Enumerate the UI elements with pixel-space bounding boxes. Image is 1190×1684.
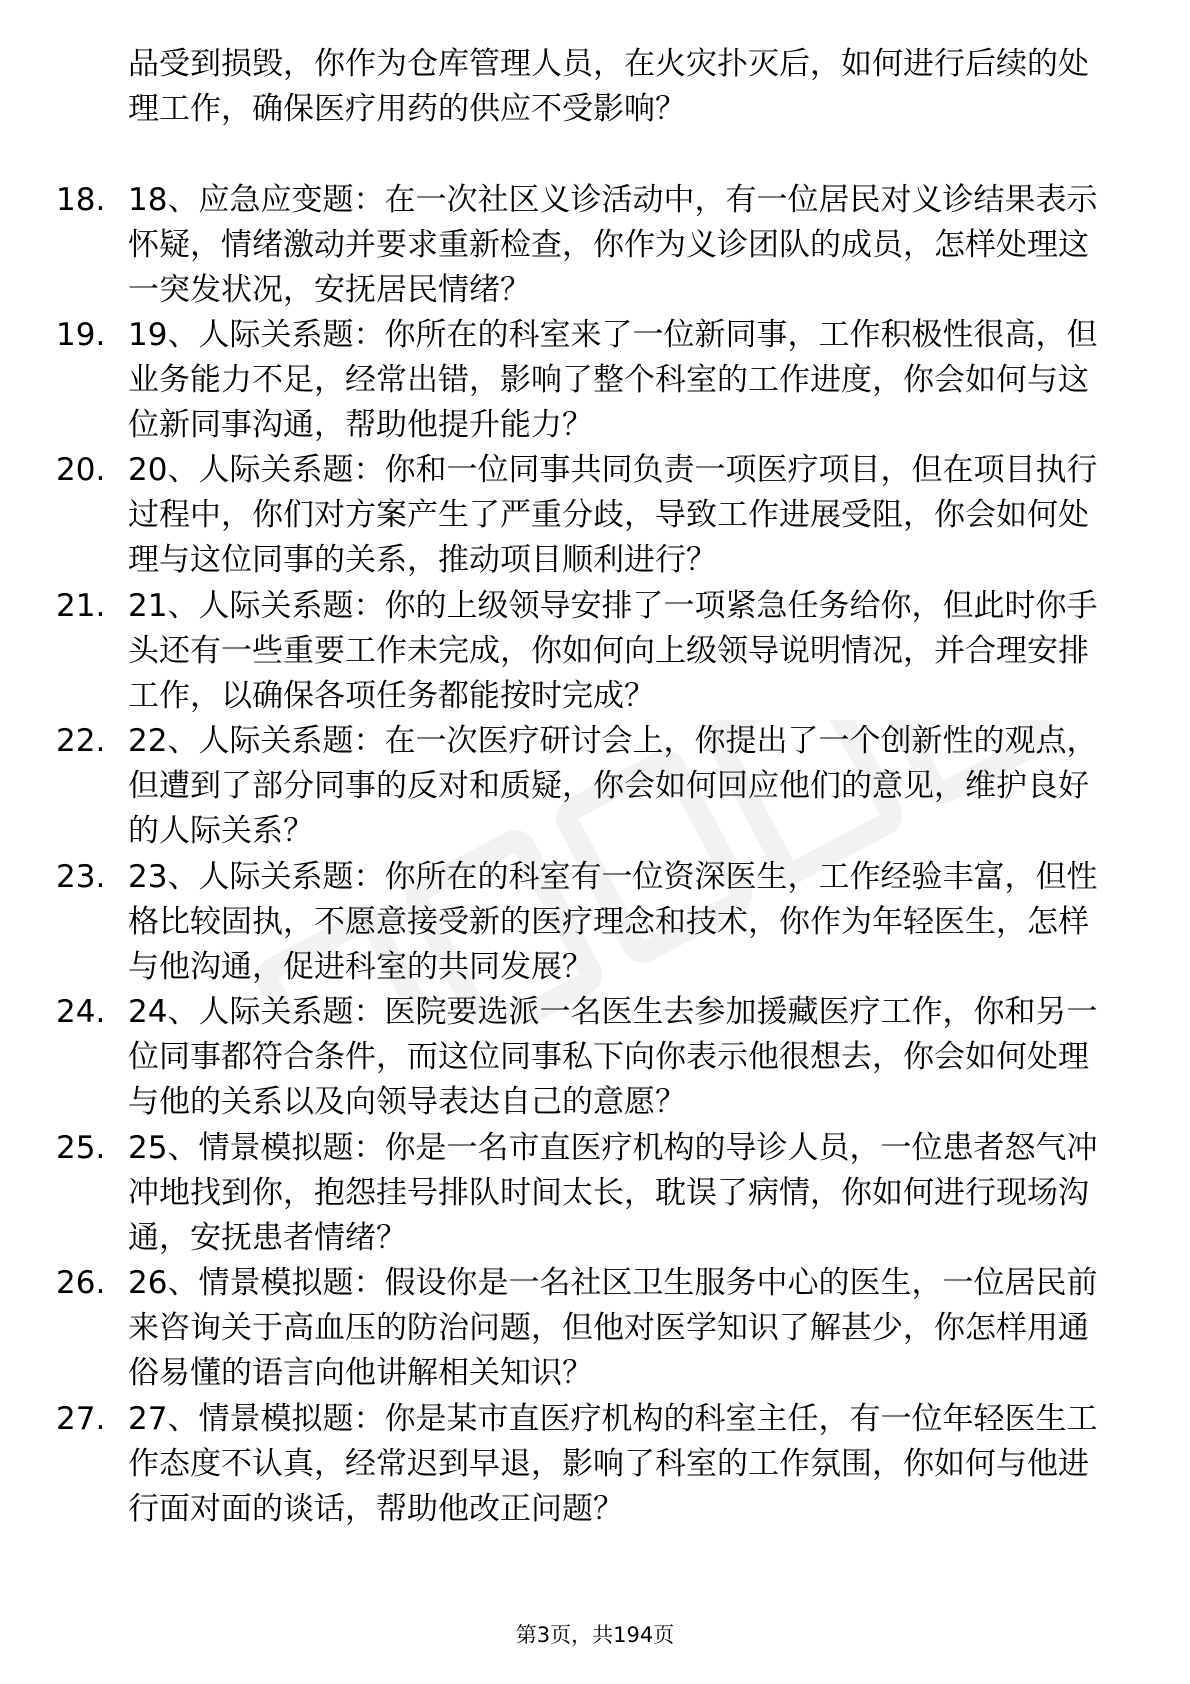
item-number: 24. xyxy=(56,994,106,1030)
item-text: 24、人际关系题：医院要选派一名医生去参加援藏医疗工作，你和另一位同事都符合条件，而这位同事私下向你表示他很想去，你会如何处理与他的关系以及向领导表达自己的意愿？ xyxy=(128,994,1098,1120)
item-text: 21、人际关系题：你的上级领导安排了一项紧急任务给你，但此时你手头还有一些重要工作未完成，你如何向上级领导说明情况，并合理安排工作，以确保各项任务都能按时完成？ xyxy=(128,588,1098,714)
item-number: 26. xyxy=(56,1265,106,1301)
item-text: 27、情景模拟题：你是某市直医疗机构的科室主任，有一位年轻医生工作态度不认真，经常迟到早退，影响了科室的工作氛围，你如何与他进行面对面的谈话，帮助他改正问题？ xyxy=(128,1401,1098,1527)
item-text: 20、人际关系题：你和一位同事共同负责一项医疗项目，但在项目执行过程中，你们对方案产生了严重分歧，导致工作进展受阻，你会如何处理与这位同事的关系，推动项目顺利进行？ xyxy=(128,452,1098,578)
item-text: 22、人际关系题：在一次医疗研讨会上，你提出了一个创新性的观点，但遭到了部分同事的反对和质疑，你会如何回应他们的意见，维护良好的人际关系？ xyxy=(128,723,1098,849)
page-number-footer: 第3页，共194页 xyxy=(515,1623,675,1647)
item-number: 21. xyxy=(56,588,106,624)
item-text: 26、情景模拟题：假设你是一名社区卫生服务中心的医生，一位居民前来咨询关于高血压的防治问题，但他对医学知识了解甚少，你怎样用通俗易懂的语言向他讲解相关知识？ xyxy=(128,1265,1098,1391)
item-number: 19. xyxy=(56,317,106,353)
item-number: 20. xyxy=(56,452,106,488)
item-text: 23、人际关系题：你所在的科室有一位资深医生，工作经验丰富，但性格比较固执，不愿意接受新的医疗理念和技术，你作为年轻医生，怎样与他沟通，促进科室的共同发展？ xyxy=(128,859,1098,985)
item-text: 18、应急应变题：在一次社区义诊活动中，有一位居民对义诊结果表示怀疑，情绪激动并要求重新检查，你作为义诊团队的成员，怎样处理这一突发状况，安抚居民情绪？ xyxy=(128,182,1098,308)
item-text: 25、情景模拟题：你是一名市直医疗机构的导诊人员，一位患者怒气冲冲地找到你，抱怨挂号排队时间太长，耽误了病情，你如何进行现场沟通，安抚患者情绪？ xyxy=(128,1130,1098,1256)
item-text: 19、人际关系题：你所在的科室来了一位新同事，工作积极性很高，但业务能力不足，经常出错，影响了整个科室的工作进度，你会如何与这位新同事沟通，帮助他提升能力？ xyxy=(128,317,1098,443)
item-number: 27. xyxy=(56,1401,106,1437)
item-number: 25. xyxy=(56,1130,106,1166)
item-number: 23. xyxy=(56,859,106,895)
item-number: 18. xyxy=(56,182,106,218)
item-number: 22. xyxy=(56,723,106,759)
continuation-paragraph: 品受到损毁，你作为仓库管理人员，在火灾扑灭后，如何进行后续的处理工作，确保医疗用药的供应不受影响？ xyxy=(128,46,1089,127)
